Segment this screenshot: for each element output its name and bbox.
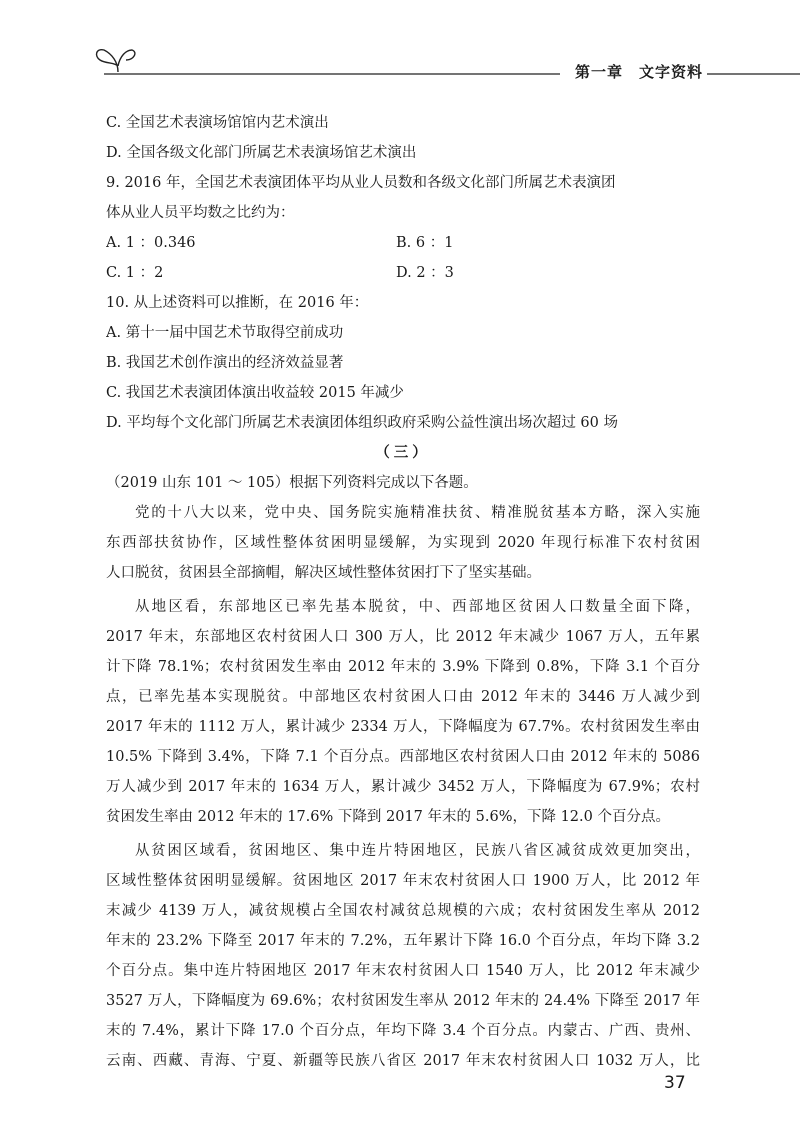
paragraph-line: 2017 年末的 1112 万人，累计减少 2334 万人，下降幅度为 67.7%。农村贫困发生率由: [106, 719, 700, 735]
option-line: D. 全国各级文化部门所属艺术表演场馆艺术演出: [106, 145, 417, 161]
paragraph-line: 从贫困区域看，贫困地区、集中连片特困地区，民族八省区减贫成效更加突出，: [135, 843, 700, 859]
paragraph-line: 人口脱贫，贫困县全部摘帽，解决区域性整体贫困打下了坚实基础。: [106, 565, 541, 581]
paragraph-line: 贫困发生率由 2012 年末的 17.6% 下降到 2017 年末的 5.6%，下降 12.0 个百分点。: [106, 809, 670, 825]
option-line: C. 全国艺术表演场馆馆内艺术演出: [106, 115, 329, 131]
paragraph-line: 计下降 78.1%；农村贫困发生率由 2012 年末的 3.9% 下降到 0.8%，下降 3.1 个百分: [106, 659, 700, 675]
question-line: 10. 从上述资料可以推断，在 2016 年：: [106, 295, 369, 311]
paragraph-line: 东西部扶贫协作，区域性整体贫困明显缓解，为实现到 2020 年现行标准下农村贫困: [106, 535, 700, 551]
paragraph-line: 10.5% 下降到 3.4%，下降 7.1 个百分点。西部地区农村贫困人口由 2012 年末的 5086: [106, 749, 700, 765]
paragraph-line: 点，已率先基本实现脱贫。中部地区农村贫困人口由 2012 年末的 3446 万人减少到: [106, 689, 700, 705]
sprout-icon: [97, 50, 560, 74]
question-line: 体从业人员平均数之比约为：: [106, 205, 295, 221]
option-d: D. 2 ：3: [396, 265, 454, 281]
page-header: [0, 0, 800, 90]
paragraph-line: 党的十八大以来，党中央、国务院实施精准扶贫、精准脱贫基本方略，深入实施: [135, 505, 700, 521]
option-line: C. 我国艺术表演团体演出收益较 2015 年减少: [106, 385, 404, 401]
option-b: B. 6 ：1: [396, 235, 454, 251]
option-row: [106, 258, 700, 288]
paragraph-line: 年末的 23.2% 下降至 2017 年末的 7.2%，五年累计下降 16.0 个百分点，年均下降 3.2: [106, 933, 700, 949]
paragraph-line: 末的 7.4%，累计下降 17.0 个百分点，年均下降 3.4 个百分点。内蒙古、广西、贵州、: [106, 1023, 700, 1039]
section-intro: （2019 山东 101 ～ 105）根据下列资料完成以下各题。: [106, 475, 478, 491]
paragraph-line: 万人减少到 2017 年末的 1634 万人，累计减少 3452 万人，下降幅度为 67.9%；农村: [106, 779, 700, 795]
paragraph-line: 个百分点。集中连片特困地区 2017 年末农村贫困人口 1540 万人，比 2012 年末减少: [106, 963, 700, 979]
paragraph-line: 2017 年末，东部地区农村贫困人口 300 万人，比 2012 年末减少 1067 万人，五年累: [106, 629, 700, 645]
option-line: A. 第十一届中国艺术节取得空前成功: [106, 325, 344, 341]
page-number: 37: [664, 1073, 686, 1093]
section-title: （三）: [375, 444, 431, 461]
paragraph-line: 区域性整体贫困明显缓解。贫困地区 2017 年末农村贫困人口 1900 万人，比 2012 年: [106, 873, 700, 889]
paragraph-line: 云南、西藏、青海、宁夏、新疆等民族八省区 2017 年末农村贫困人口 1032 万人，比: [106, 1053, 700, 1069]
paragraph-line: 末减少 4139 万人，减贫规模占全国农村减贫总规模的六成；农村贫困发生率从 2012: [106, 903, 700, 919]
paragraph-line: 从地区看，东部地区已率先基本脱贫，中、西部地区贫困人口数量全面下降，: [135, 599, 700, 615]
paragraph-line: 3527 万人，下降幅度为 69.6%；农村贫困发生率从 2012 年末的 24.4% 下降至 2017 年: [106, 993, 700, 1009]
option-a: A. 1 ：0.346: [106, 235, 196, 251]
page-content: [106, 108, 700, 1076]
chapter-label: 第一章 文字资料: [571, 61, 707, 82]
question-line: 9. 2016 年，全国艺术表演团体平均从业人员数和各级文化部门所属艺术表演团: [106, 175, 616, 191]
option-row: [106, 228, 700, 258]
option-c: C. 1 ：2: [106, 265, 164, 281]
option-line: B. 我国艺术创作演出的经济效益显著: [106, 355, 344, 371]
option-line: D. 平均每个文化部门所属艺术表演团体组织政府采购公益性演出场次超过 60 场: [106, 415, 618, 431]
